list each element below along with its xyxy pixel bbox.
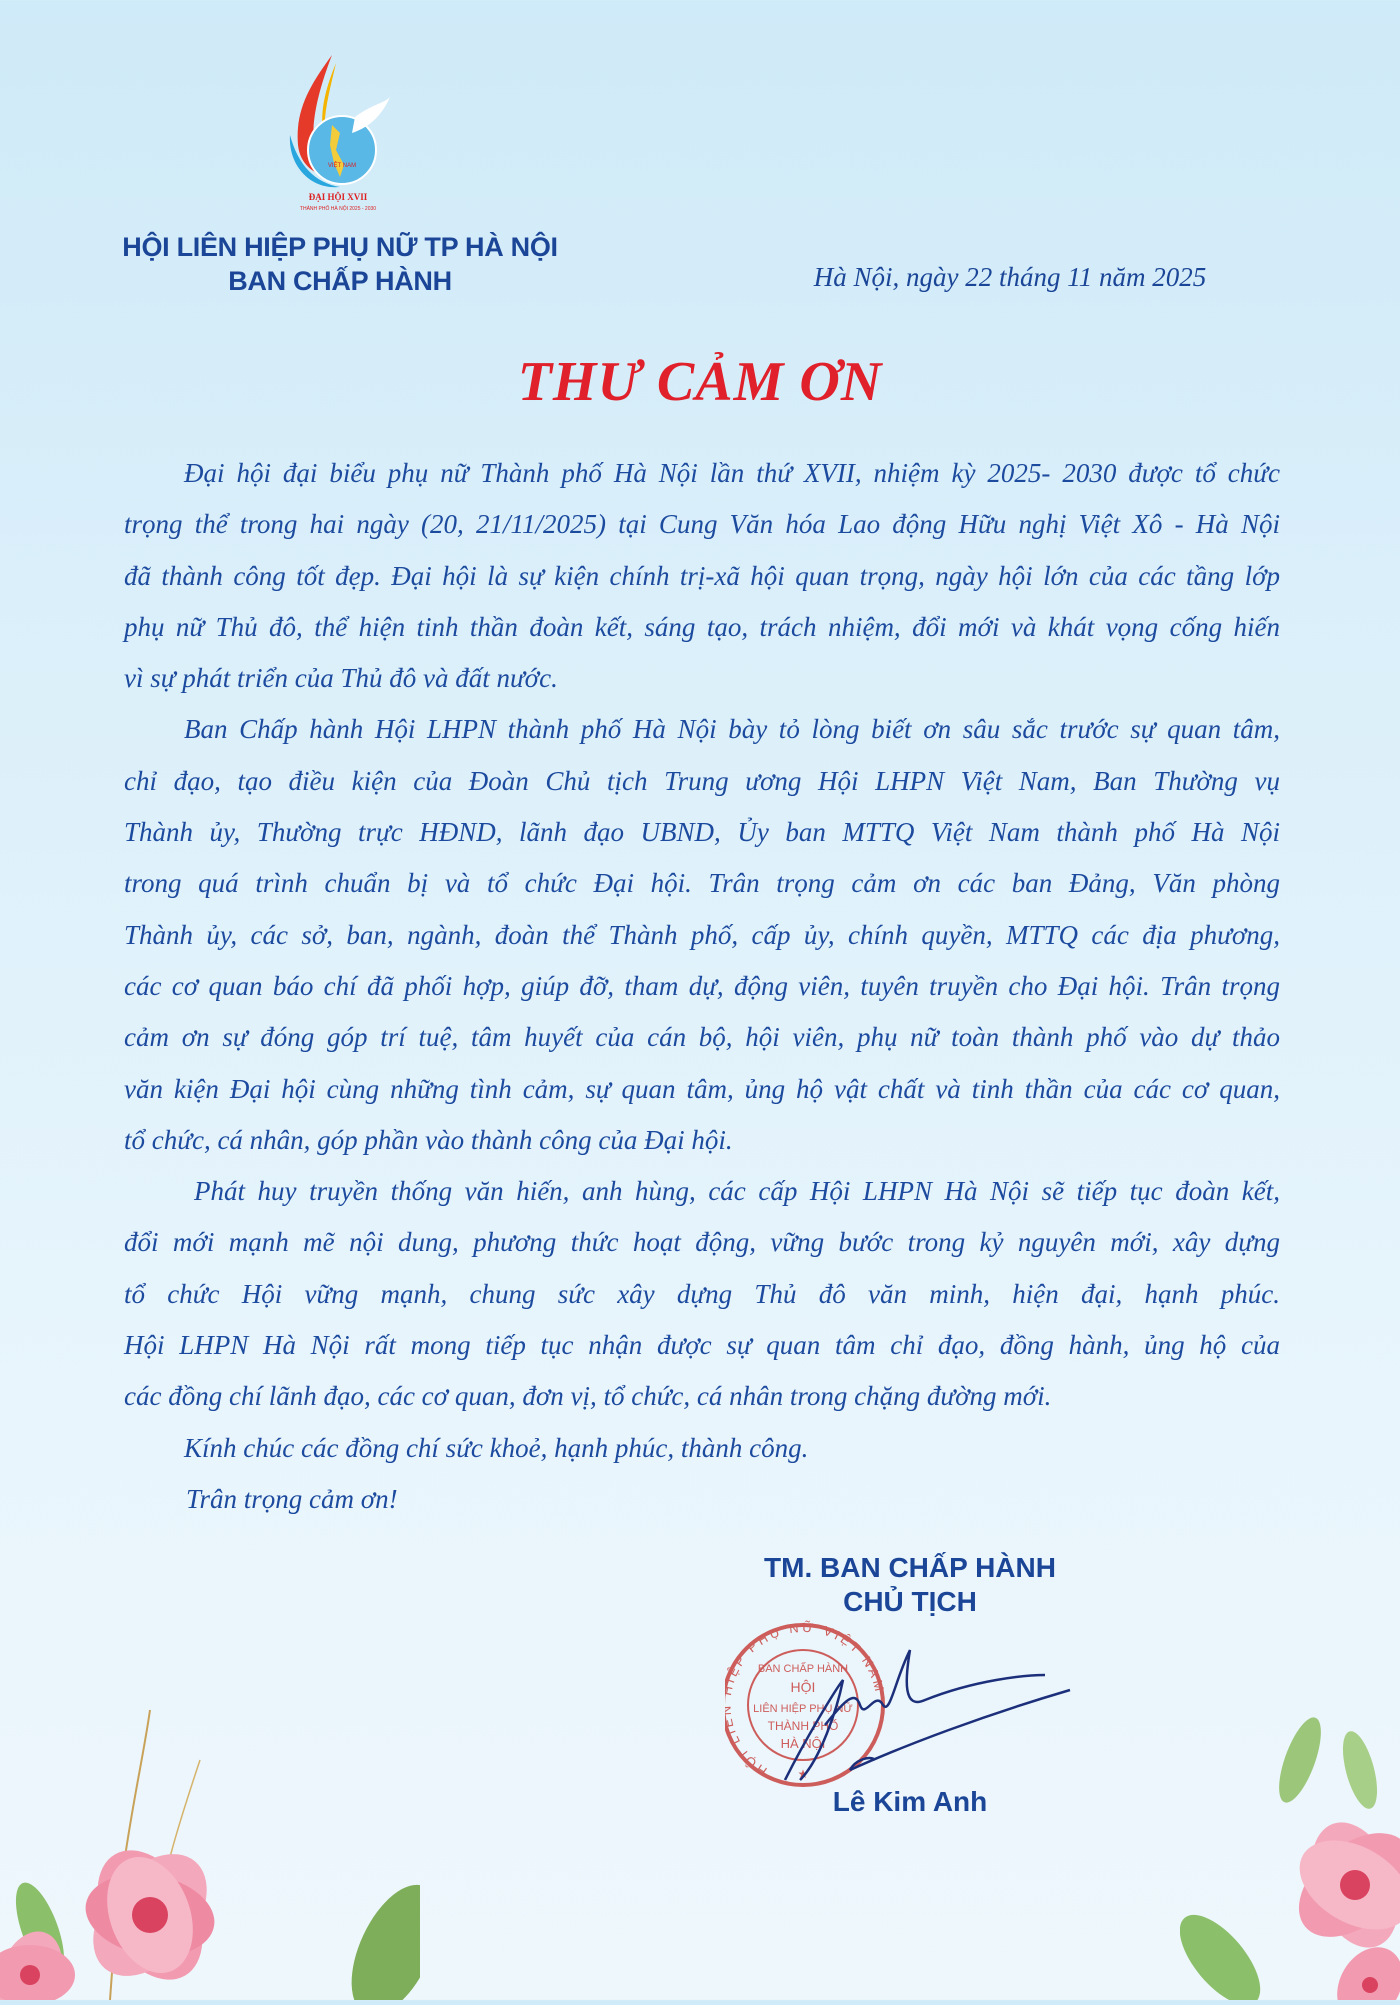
stamp-and-signature — [725, 1620, 1105, 1790]
body-line: Ban Chấp hành Hội LHPN thành phố Hà Nội bày tỏ lòng biết ơn sâu sắc trước sự quan tâm, — [184, 714, 1280, 745]
body-line: Thành ủy, các sở, ban, ngành, đoàn thể Thành phố, cấp ủy, chính quyền, MTTQ các địa phương, — [124, 919, 1280, 950]
body-line: Trân trọng cảm ơn! — [186, 1483, 398, 1514]
body-line: Đại hội đại biểu phụ nữ Thành phố Hà Nội lần thứ XVII, nhiệm kỳ 2025- 2030 được tổ chức — [184, 458, 1280, 488]
svg-text:THÀNH PHỐ: THÀNH PHỐ — [767, 1719, 839, 1733]
body-line: chỉ đạo, tạo điều kiện của Đoàn Chủ tịch Trung ương Hội LHPN Việt Nam, Ban Thường vụ — [124, 765, 1280, 796]
svg-text:HỘI LIÊN HIỆP PHỤ NỮ VIỆT NAM: HỘI L ỆP PHỤ NỮ VIỆT NAM — [725, 1620, 888, 1779]
body-line: Hội LHPN Hà Nội rất mong tiếp tục nhận được sự quan tâm chỉ đạo, đồng hành, ủng hộ của — [124, 1330, 1280, 1361]
signatory-position: CHỦ TỊCH — [843, 1586, 977, 1617]
flower-decoration-right — [1180, 1700, 1400, 2000]
body-line: các đồng chí lãnh đạo, các cơ quan, đơn vị, tổ chức, cá nhân trong chặng đường mới. — [124, 1381, 1052, 1412]
svg-text:LIÊN HIỆP PHỤ NỮ: LIÊN HIỆP PHỤ NỮ — [753, 1703, 853, 1715]
body-line: phụ nữ Thủ đô, thể hiện tinh thần đoàn kết, sáng tạo, trách nhiệm, đổi mới và khát vọng cống hiến — [124, 611, 1280, 642]
body-line: văn kiện Đại hội cùng những tình cảm, sự quan tâm, ủng hộ vật chất và tinh thần của các cơ quan, — [124, 1073, 1280, 1104]
body-line: Phát huy truyền thống văn hiến, anh hùng, các cấp Hội LHPN Hà Nội sẽ tiếp tục đoàn kết, — [194, 1176, 1280, 1207]
body-line: vì sự phát triển của Thủ đô và đất nước. — [124, 663, 558, 694]
svg-text:★: ★ — [797, 1767, 809, 1781]
logo-term-label: THÀNH PHỐ HÀ NỘI 2025 - 2030 — [299, 206, 377, 212]
body-line: đã thành công tốt đẹp. Đại hội là sự kiện chính trị-xã hội quan trọng, ngày hội lớn của các tầng lớp — [124, 560, 1280, 591]
organization-name: HỘI LIÊN HIỆP PHỤ NỮ TP HÀ NỘI — [122, 232, 558, 262]
signatory-title: TM. BAN CHẤP HÀNH — [764, 1552, 1056, 1583]
letter-body — [124, 453, 1280, 1530]
svg-text:BAN CHẤP HÀNH: BAN CHẤP HÀNH — [757, 1663, 849, 1675]
letter-title: THƯ CẢM ƠN — [517, 351, 883, 413]
body-line: đổi mới mạnh mẽ nội dung, phương thức hoạt động, vững bước trong kỷ nguyên mới, xây dựng — [124, 1227, 1280, 1258]
body-line: trong quá trình chuẩn bị và tổ chức Đại hội. Trân trọng cảm ơn các ban Đảng, Văn phòng — [124, 868, 1280, 899]
logo-congress-label: ĐẠI HỘI XVII — [308, 192, 368, 202]
body-line: Thành ủy, Thường trực HĐND, lãnh đạo UBND, Ủy ban MTTQ Việt Nam thành phố Hà Nội — [124, 817, 1280, 848]
svg-text:HÀ NỘI: HÀ NỘI — [780, 1736, 826, 1751]
letter-date: Hà Nội, ngày 22 tháng 11 năm 2025 — [813, 262, 1207, 292]
svg-text:HỘI: HỘI — [790, 1679, 816, 1695]
signatory-name: Lê Kim Anh — [832, 1786, 988, 1817]
body-line: các cơ quan báo chí đã phối hợp, giúp đỡ, tham dự, động viên, tuyên truyền cho Đại hội. Trân trọng — [124, 970, 1280, 1001]
body-line: tổ chức Hội vững mạnh, chung sức xây dựng Thủ đô văn minh, hiện đại, hạnh phúc. — [124, 1278, 1280, 1309]
body-line: Kính chúc các đồng chí sức khoẻ, hạnh phúc, thành công. — [184, 1432, 809, 1463]
logo-globe-text: VIỆT NAM — [327, 163, 357, 169]
congress-logo — [270, 55, 405, 215]
body-line: cảm ơn sự đóng góp trí tuệ, tâm huyết của cán bộ, hội viên, phụ nữ toàn thành phố vào dự thảo — [124, 1022, 1280, 1053]
flower-decoration-left — [0, 1700, 420, 2000]
body-line: trọng thể trong hai ngày (20, 21/11/2025) tại Cung Văn hóa Lao động Hữu nghị Việt Xô - Hà Nội — [124, 509, 1280, 540]
body-line: tổ chức, cá nhân, góp phần vào thành công của Đại hội. — [124, 1124, 733, 1155]
organization-unit: BAN CHẤP HÀNH — [228, 266, 452, 296]
